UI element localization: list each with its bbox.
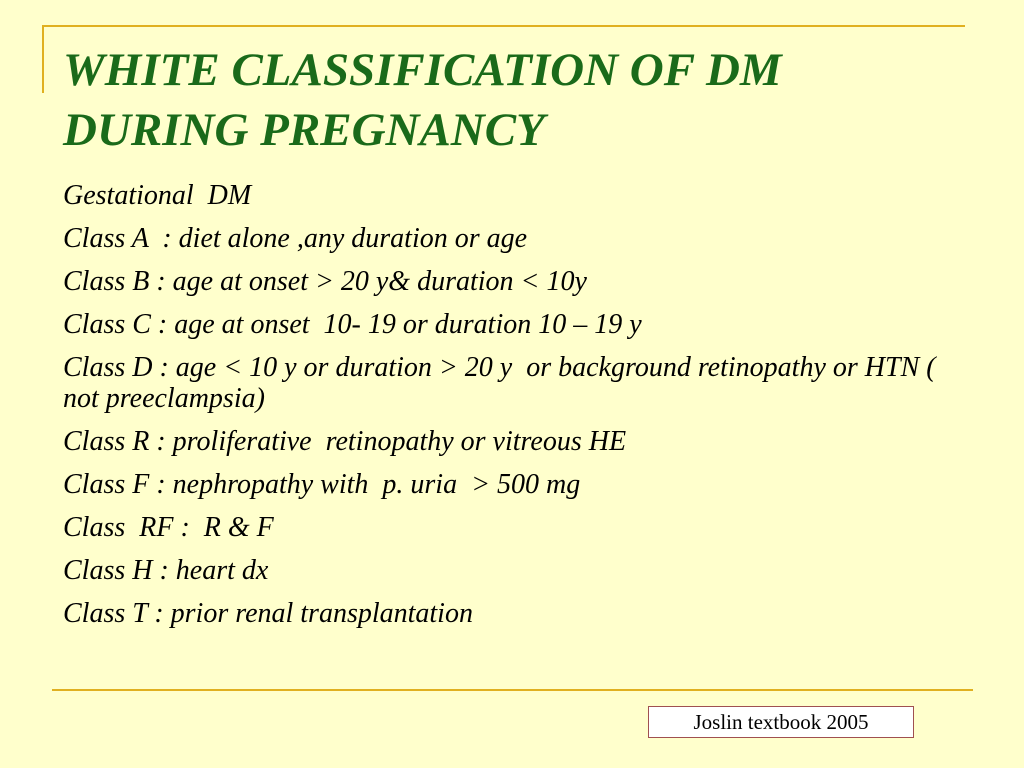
top-divider xyxy=(42,25,965,27)
left-accent-line xyxy=(42,25,44,93)
slide-title xyxy=(63,40,963,160)
list-item-class-f: Class F : nephropathy with p. uria > 500 mg xyxy=(63,469,581,500)
list-item-class-a: Class A : diet alone ,any duration or age xyxy=(63,223,528,254)
list-item-class-t: Class T : prior renal transplantation xyxy=(63,598,473,629)
list-item-class-h: Class H : heart dx xyxy=(63,555,269,586)
classification-list xyxy=(63,180,963,641)
list-item-class-d: Class D : age < 10 y or duration > 20 y or background retinopathy or HTN ( not preeclampsia) xyxy=(63,352,943,414)
bottom-divider xyxy=(52,689,973,691)
list-item-class-c: Class C : age at onset 10- 19 or duration 10 – 19 y xyxy=(63,309,642,340)
list-item-class-b: Class B : age at onset > 20 y& duration < 10y xyxy=(63,266,587,297)
slide-title-line-1: WHITE CLASSIFICATION OF DM xyxy=(63,44,782,96)
source-citation: Joslin textbook 2005 xyxy=(648,706,914,738)
list-item-class-r: Class R : proliferative retinopathy or vitreous HE xyxy=(63,426,627,457)
list-item-gestational: Gestational DM xyxy=(63,180,252,211)
slide-title-line-2: DURING PREGNANCY xyxy=(63,104,545,156)
list-item-class-rf: Class RF : R & F xyxy=(63,512,274,543)
